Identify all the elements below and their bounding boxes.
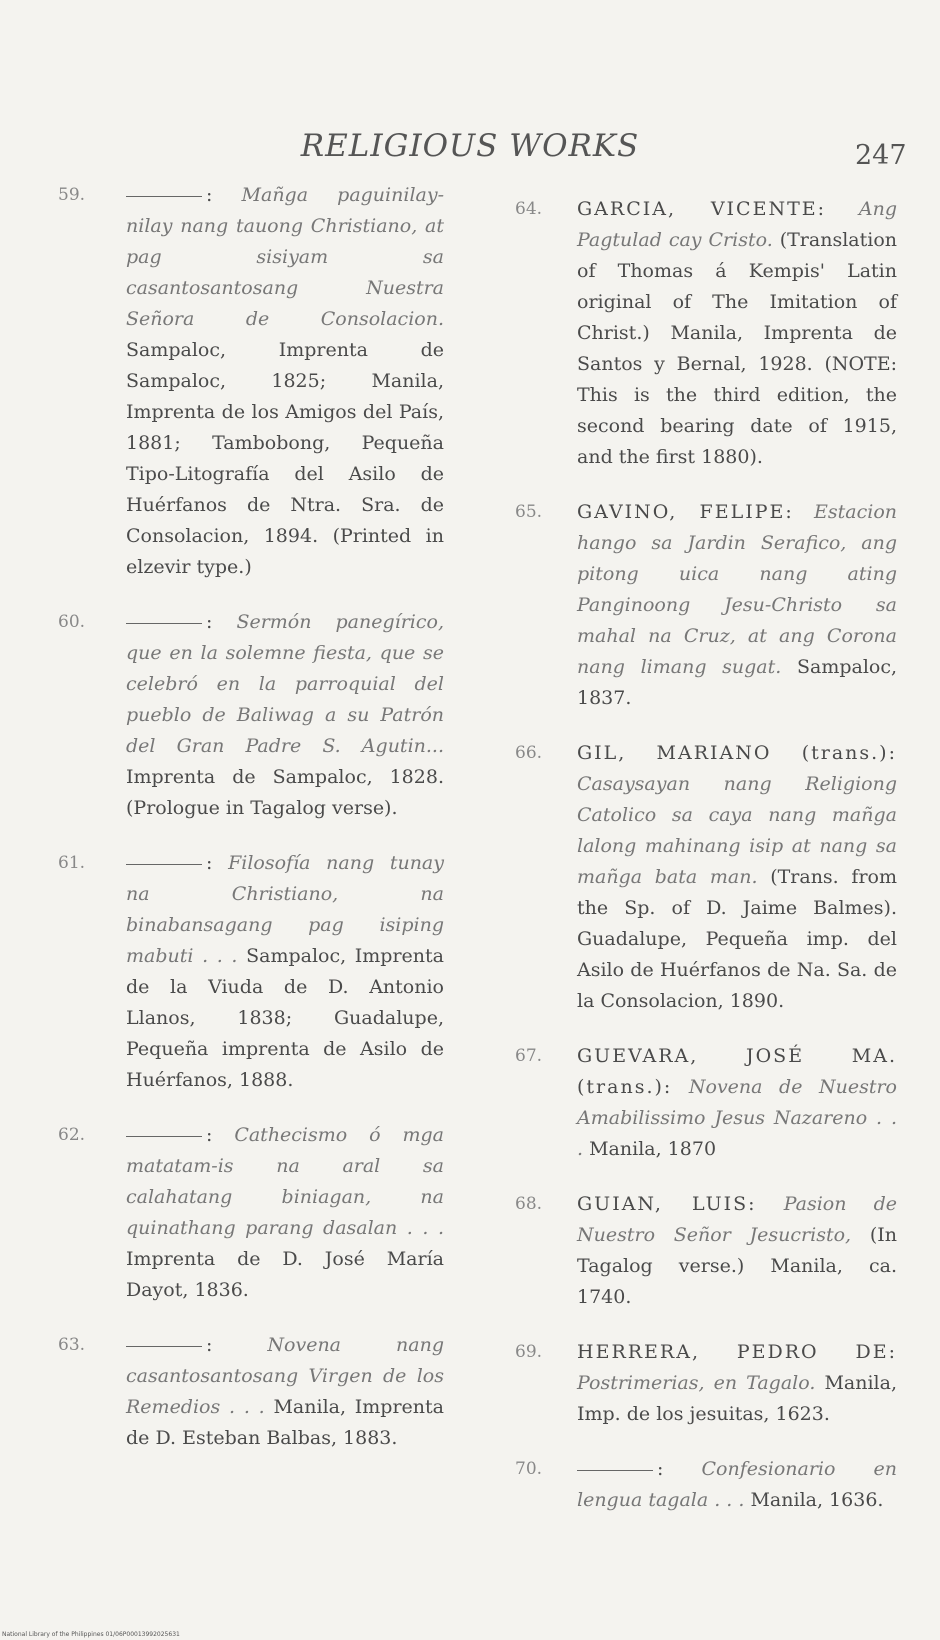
entry-number: 59. [58, 185, 86, 205]
bibliography-entry [515, 194, 897, 473]
entry-author: GUEVARA, JOSÉ MA. (trans.): [577, 1045, 897, 1098]
entry-number: 67. [515, 1046, 543, 1066]
entry-details: Imprenta de D. José María Dayot, 1836. [126, 1248, 444, 1301]
entry-title: Casaysayan nang Religiong Catolico sa caya nang mañga lalong mahinang isip at nang sa mañga bata man. [577, 773, 897, 888]
bibliography-entry [515, 1189, 897, 1313]
entry-title: Estacion hango sa Jardin Serafico, ang pitong uica nang ating Panginoong Jesu-Christo sa mahal na Cruz, at ang Corona nang limang sugat. [577, 501, 898, 678]
entry-number: 69. [515, 1342, 543, 1362]
bibliography-entry [515, 1041, 898, 1165]
entry-details: Sampaloc, Imprenta de Sampaloc, 1825; Manila, Imprenta de los Amigos del País, 1881; Tambobong, Pequeña Tipo-Litografía del Asilo de Huérfanos de Ntra. Sra. de Consolacion, 1894. (Printed in elzevir type.) [126, 339, 444, 578]
entry-number: 68. [515, 1194, 543, 1214]
bibliography-entry: 60. : Sermón panegírico, que en la solemne fiesta, que se celebró en la parroquial del pueblo de Baliwag a su Patrón del Gran Padre S. Agutin... Imprenta de Sampaloc, 1828. (Prologue in Tagalog verse). [126, 607, 444, 824]
entry-author: GIL, MARIANO (trans.): [577, 742, 897, 764]
entry-title: Ang Pagtulad cay Cristo. [577, 198, 897, 251]
entry-number: 70. [515, 1459, 543, 1479]
entry-details: Sampaloc, Imprenta de la Viuda de D. Antonio Llanos, 1838; Guadalupe, Pequeña imprenta de Asilo de Huérfanos, 1888. [126, 945, 444, 1091]
entry-details: (In Tagalog verse.) Manila, ca. 1740. [577, 1224, 897, 1308]
entry-number: 62. [58, 1125, 86, 1145]
entry-author: GUIAN, LUIS: [577, 1193, 757, 1215]
entry-author: GAVINO, FELIPE: [577, 501, 794, 523]
entry-title: Pasion de Nuestro Señor Jesucristo, [577, 1193, 897, 1246]
repeat-author-dash [126, 623, 202, 624]
entry-title: Postrimerias, en Tagalo. [577, 1372, 816, 1394]
repeat-author-dash [126, 1136, 202, 1137]
running-header: RELIGIOUS WORKS [300, 128, 640, 164]
entry-details: (Trans. from the Sp. of D. Jaime Balmes). Guadalupe, Pequeña imp. del Asilo de Huérfanos de Na. Sa. de la Consolacion, 1890. [577, 866, 897, 1012]
entry-title: Mañga paguinilay-nilay nang tauong Christiano, at pag sisiyam sa casantosantosang Nuestra Señora de Consolacion. [126, 184, 444, 330]
bibliography-entry [515, 738, 897, 1017]
scan-footer: National Library of the Philippines 01/06P00013992025631 [2, 1631, 180, 1638]
entry-title: Novena de Nuestro Amabilissimo Jesus Nazareno . . . [577, 1076, 898, 1160]
bibliography-entry [515, 497, 898, 714]
entry-title: Cathecismo ó mga matatam-is na aral sa calahatang biniagan, na quinathang parang dasalan . . . [126, 1124, 444, 1239]
entry-details: Manila, 1870 [589, 1138, 717, 1160]
entry-title: Confesionario en lengua tagala . . . [577, 1458, 897, 1511]
bibliography-entry: 70. : Confesionario en lengua tagala . . . Manila, 1636. [577, 1454, 897, 1516]
entry-title: Filosofía nang tunay na Christiano, na binabansagang pag isiping mabuti . . . [126, 852, 444, 967]
bibliography-entry [515, 1337, 897, 1430]
entry-number: 61. [58, 853, 86, 873]
entry-details: Manila, 1636. [750, 1489, 884, 1511]
entry-number: 65. [515, 502, 543, 522]
entry-details: Manila, Imp. de los jesuitas, 1623. [577, 1372, 897, 1425]
bibliography-entry: 63. : Novena nang casantosantosang Virgen de los Remedios . . . Manila, Imprenta de D. Esteban Balbas, 1883. [126, 1330, 444, 1454]
entry-number: 60. [58, 612, 86, 632]
entry-author: GARCIA, VICENTE: [577, 198, 827, 220]
entry-number: 63. [58, 1335, 86, 1355]
entry-title: Novena nang casantosantosang Virgen de los Remedios . . . [126, 1334, 444, 1418]
entry-author: HERRERA, PEDRO DE: [577, 1341, 897, 1363]
bibliography-entry: 59. : Mañga paguinilay-nilay nang tauong Christiano, at pag sisiyam sa casantosantosang Nuestra Señora de Consolacion. Sampaloc, Imprenta de Sampaloc, 1825; Manila, Imprenta de los Amigos del País, 1881; Tambobong, Pequeña Tipo-Litografía del Asilo de Huérfanos de Ntra. Sra. de Consolacion, 1894. (Printed in elzevir type.) [126, 180, 444, 583]
entry-details: Manila, Imprenta de D. Esteban Balbas, 1883. [126, 1396, 444, 1449]
repeat-author-dash [126, 864, 202, 865]
entry-details: Imprenta de Sampaloc, 1828. (Prologue in Tagalog verse). [126, 766, 444, 819]
entry-title: Sermón panegírico, que en la solemne fiesta, que se celebró en la parroquial del pueblo de Baliwag a su Patrón del Gran Padre S. Agutin... [126, 611, 444, 757]
repeat-author-dash [577, 1470, 653, 1471]
repeat-author-dash [126, 196, 202, 197]
bibliography-entry: 61. : Filosofía nang tunay na Christiano, na binabansagang pag isiping mabuti . . . Sampaloc, Imprenta de la Viuda de D. Antonio Llanos, 1838; Guadalupe, Pequeña imprenta de Asilo de Huérfanos, 1888. [126, 848, 444, 1096]
entry-number: 64. [515, 199, 543, 219]
repeat-author-dash [126, 1346, 202, 1347]
left-column [58, 180, 444, 1478]
bibliography-entry: 62. : Cathecismo ó mga matatam-is na aral sa calahatang biniagan, na quinathang parang dasalan . . . Imprenta de D. José María Dayot, 1836. [126, 1120, 444, 1306]
entry-details: Sampaloc, 1837. [577, 656, 898, 709]
entry-number: 66. [515, 743, 543, 763]
entry-details: (Translation of Thomas á Kempis' Latin original of The Imitation of Christ.) Manila, Imprenta de Santos y Bernal, 1928. (NOTE: This is the third edition, the second bearing date of 1915, and the first 1880). [577, 229, 897, 468]
page-number: 247 [855, 140, 907, 171]
right-column [515, 194, 898, 1540]
